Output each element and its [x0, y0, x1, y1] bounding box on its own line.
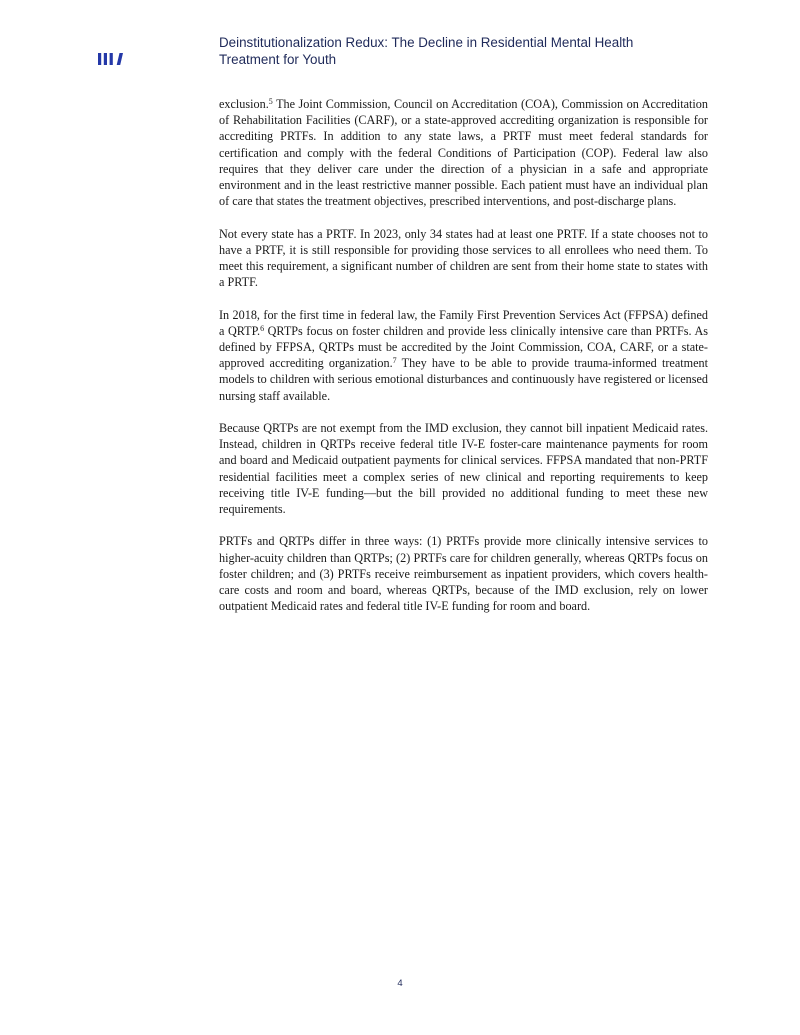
paragraph-text: In 2018, for the first time in federal law, the Family First Prevention Services Act (FFPSA) defined a QRTP. [219, 307, 708, 338]
footnote-ref-5[interactable]: 5 [268, 97, 273, 106]
paragraph-text: The Joint Commission, Council on Accreditation (COA), Commission on Accreditation of Rehabilitation Facilities (CARF), or a state-approved accrediting organization is responsible for accrediting PRTFs. In addition to any state laws, a PRTF must meet federal standards for certification and comply with the federal Conditions of Participation (COP). Federal law also requires that they deliver care under the direction of a physician in a safe and appropriate environment and in the least restrictive manner possible. Each patient must have an individual plan of care that states the treatment objectives, prescribed interventions, and post-discharge plans. [219, 97, 708, 209]
document-title-line-1: Deinstitutionalization Redux: The Decline in Residential Mental Health [219, 35, 634, 50]
document-title [219, 35, 699, 68]
paragraph-1 [219, 96, 708, 209]
body-text [219, 96, 708, 631]
paragraph-text: exclusion. [219, 97, 269, 111]
page-number: 4 [397, 978, 403, 989]
document-title-line-2: Treatment for Youth [219, 51, 337, 67]
paragraph-3 [219, 307, 708, 404]
miim-logo-icon [98, 52, 124, 66]
paragraph-text: QRTPs focus on foster children and provide less clinically intensive care than PRTFs. As defined by FFPSA, QRTPs must be accredited by the Joint Commission, COA, CARF, or a state-approved accrediting organization. [219, 323, 708, 371]
footnote-ref-6[interactable]: 6 [260, 323, 265, 333]
paragraph-4: Because QRTPs are not exempt from the IMD exclusion, they cannot bill inpatient Medicaid rates. Instead, children in QRTPs receive federal title IV-E foster-care maintenance payments for room and board and Medicaid outpatient payments for clinical services. FFPSA mandated that non-PRTF residential facilities meet a complex series of new clinical and reporting requirements to keep receiving title IV-E funding—but the bill provided no additional funding to meet these new requirements. [219, 421, 708, 517]
paragraph-5: PRTFs and QRTPs differ in three ways: (1) PRTFs provide more clinically intensive services to higher-acuity children than QRTPs; (2) PRTFs care for children generally, whereas QRTPs focus on foster children; and (3) PRTFs receive reimbursement as inpatient providers, which covers health-care costs and room and board, whereas QRTPs, because of the IMD exclusion, rely on lower outpatient Medicaid rates and federal title IV-E funding for room and board. [219, 534, 708, 614]
footnote-ref-7[interactable]: 7 [392, 356, 397, 366]
paragraph-text: They have to be able to provide trauma-informed treatment models to children with serious emotional disturbances and continuously have registered or licensed nursing staff available. [219, 356, 708, 403]
paragraph-2: Not every state has a PRTF. In 2023, only 34 states had at least one PRTF. If a state chooses not to have a PRTF, it is still responsible for providing those services to all enrollees who need them. To meet this requirement, a significant number of children are sent from their home state to states with a PRTF. [219, 226, 708, 290]
